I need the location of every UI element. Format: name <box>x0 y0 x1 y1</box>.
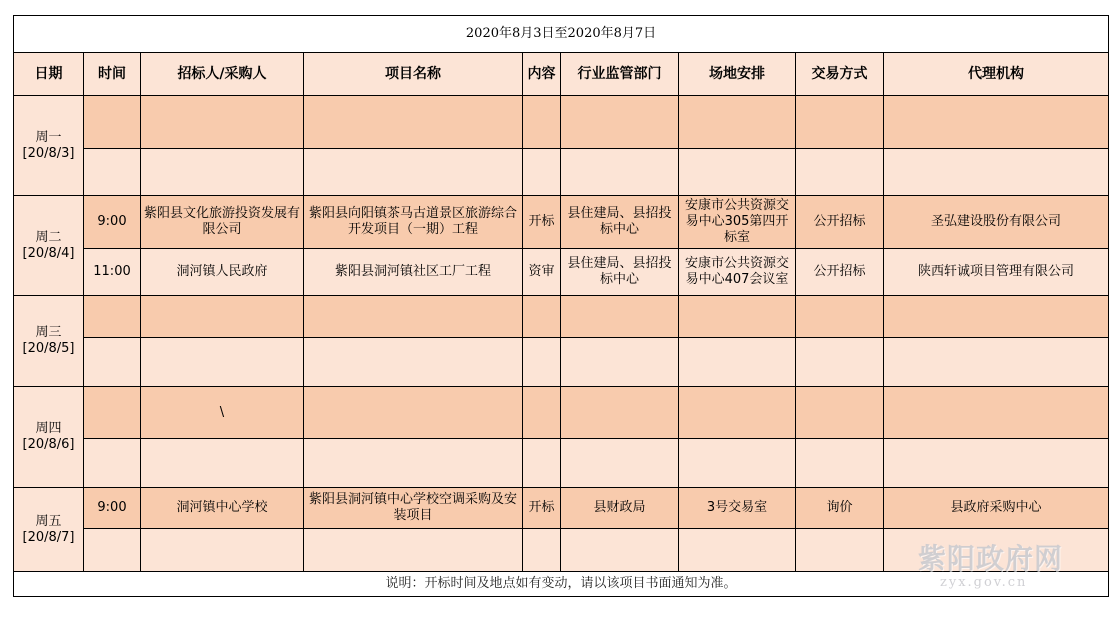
cell-venue: 安康市公共资源交易中心305第四开标室 <box>679 196 796 249</box>
cell-agency <box>884 96 1109 149</box>
cell-time: 9:00 <box>84 196 141 249</box>
table-row <box>14 387 1109 439</box>
day-cell <box>14 387 84 488</box>
table-row <box>14 149 1109 196</box>
day-cell <box>14 96 84 196</box>
cell-method: 公开招标 <box>796 196 884 249</box>
cell-tenderer <box>141 529 304 572</box>
cell-agency <box>884 529 1109 572</box>
cell-content: 资审 <box>523 249 561 296</box>
cell-content: 开标 <box>523 196 561 249</box>
cell-tenderer: 洞河镇人民政府 <box>141 249 304 296</box>
table-row <box>14 338 1109 387</box>
cell-department <box>561 338 679 387</box>
watermark-url: zyx.gov.cn <box>940 575 1028 590</box>
cell-content <box>523 387 561 439</box>
cell-time <box>84 529 141 572</box>
header-date: 日期 <box>14 53 84 96</box>
header-venue: 场地安排 <box>679 53 796 96</box>
cell-project <box>304 296 523 338</box>
cell-venue <box>679 387 796 439</box>
cell-time <box>84 96 141 149</box>
header-department: 行业监管部门 <box>561 53 679 96</box>
cell-venue <box>679 149 796 196</box>
cell-project: 紫阳县向阳镇茶马古道景区旅游综合开发项目（一期）工程 <box>304 196 523 249</box>
schedule-table <box>13 15 1109 597</box>
cell-agency <box>884 387 1109 439</box>
cell-tenderer: 紫阳县文化旅游投资发展有限公司 <box>141 196 304 249</box>
cell-venue: 安康市公共资源交易中心407会议室 <box>679 249 796 296</box>
cell-content <box>523 439 561 488</box>
cell-department: 县住建局、县招投标中心 <box>561 196 679 249</box>
header-tenderer: 招标人/采购人 <box>141 53 304 96</box>
cell-agency <box>884 296 1109 338</box>
header-time: 时间 <box>84 53 141 96</box>
cell-method <box>796 296 884 338</box>
header-method: 交易方式 <box>796 53 884 96</box>
cell-time <box>84 296 141 338</box>
table-row <box>14 439 1109 488</box>
cell-agency <box>884 439 1109 488</box>
cell-method <box>796 338 884 387</box>
day-date: [20/8/5] <box>22 341 75 356</box>
day-name: 周二 <box>35 229 62 245</box>
cell-agency <box>884 338 1109 387</box>
cell-agency: 圣弘建设股份有限公司 <box>884 196 1109 249</box>
cell-tenderer: 洞河镇中心学校 <box>141 488 304 529</box>
day-cell <box>14 296 84 387</box>
day-name: 周一 <box>35 129 62 145</box>
cell-project <box>304 387 523 439</box>
cell-content: 开标 <box>523 488 561 529</box>
schedule-title: 2020年8月3日至2020年8月7日 <box>14 16 1109 53</box>
cell-content <box>523 296 561 338</box>
header-content: 内容 <box>523 53 561 96</box>
watermark-main: 紫阳政府网 <box>918 542 1064 575</box>
cell-tenderer <box>141 338 304 387</box>
header-agency: 代理机构 <box>884 53 1109 96</box>
cell-tenderer <box>141 149 304 196</box>
cell-method <box>796 529 884 572</box>
cell-method: 公开招标 <box>796 249 884 296</box>
cell-department <box>561 439 679 488</box>
cell-content <box>523 529 561 572</box>
cell-time <box>84 439 141 488</box>
header-project: 项目名称 <box>304 53 523 96</box>
cell-agency: 县政府采购中心 <box>884 488 1109 529</box>
cell-department: 县财政局 <box>561 488 679 529</box>
cell-project <box>304 529 523 572</box>
cell-method: 询价 <box>796 488 884 529</box>
day-name: 周五 <box>35 513 62 529</box>
day-name: 周四 <box>35 421 62 436</box>
cell-project: 紫阳县洞河镇社区工厂工程 <box>304 249 523 296</box>
cell-project: 紫阳县洞河镇中心学校空调采购及安装项目 <box>304 488 523 529</box>
cell-department <box>561 529 679 572</box>
cell-project <box>304 96 523 149</box>
day-cell <box>14 488 84 572</box>
table-row <box>14 296 1109 338</box>
cell-tenderer <box>141 296 304 338</box>
cell-project <box>304 439 523 488</box>
cell-content <box>523 338 561 387</box>
cell-time <box>84 387 141 439</box>
day-cell <box>14 196 84 296</box>
cell-department <box>561 96 679 149</box>
cell-agency: 陕西轩诚项目管理有限公司 <box>884 249 1109 296</box>
cell-content <box>523 96 561 149</box>
day-date: [20/8/7] <box>22 529 75 545</box>
table-row <box>14 196 1109 249</box>
cell-venue <box>679 439 796 488</box>
cell-venue <box>679 96 796 149</box>
cell-tenderer <box>141 439 304 488</box>
table-row <box>14 488 1109 529</box>
table-row <box>14 96 1109 149</box>
table-row <box>14 529 1109 572</box>
footer-note: 说明：开标时间及地点如有变动，请以该项目书面通知为准。 <box>14 572 1109 597</box>
day-date: [20/8/3] <box>22 145 75 161</box>
day-date: [20/8/4] <box>22 245 75 261</box>
cell-time <box>84 338 141 387</box>
cell-department: 县住建局、县招投标中心 <box>561 249 679 296</box>
cell-department <box>561 387 679 439</box>
cell-tenderer: \ <box>141 387 304 439</box>
day-date: [20/8/6] <box>22 437 75 452</box>
cell-project <box>304 149 523 196</box>
cell-venue <box>679 296 796 338</box>
cell-venue <box>679 338 796 387</box>
header-row <box>14 53 1109 96</box>
cell-project <box>304 338 523 387</box>
cell-time: 11:00 <box>84 249 141 296</box>
cell-method <box>796 149 884 196</box>
cell-method <box>796 96 884 149</box>
cell-department <box>561 296 679 338</box>
cell-department <box>561 149 679 196</box>
note-row <box>14 572 1109 597</box>
day-name: 周三 <box>35 325 62 340</box>
cell-method <box>796 387 884 439</box>
cell-time: 9:00 <box>84 488 141 529</box>
cell-method <box>796 439 884 488</box>
cell-time <box>84 149 141 196</box>
cell-agency <box>884 149 1109 196</box>
cell-venue <box>679 529 796 572</box>
cell-content <box>523 149 561 196</box>
cell-venue: 3号交易室 <box>679 488 796 529</box>
table-row <box>14 249 1109 296</box>
cell-tenderer <box>141 96 304 149</box>
